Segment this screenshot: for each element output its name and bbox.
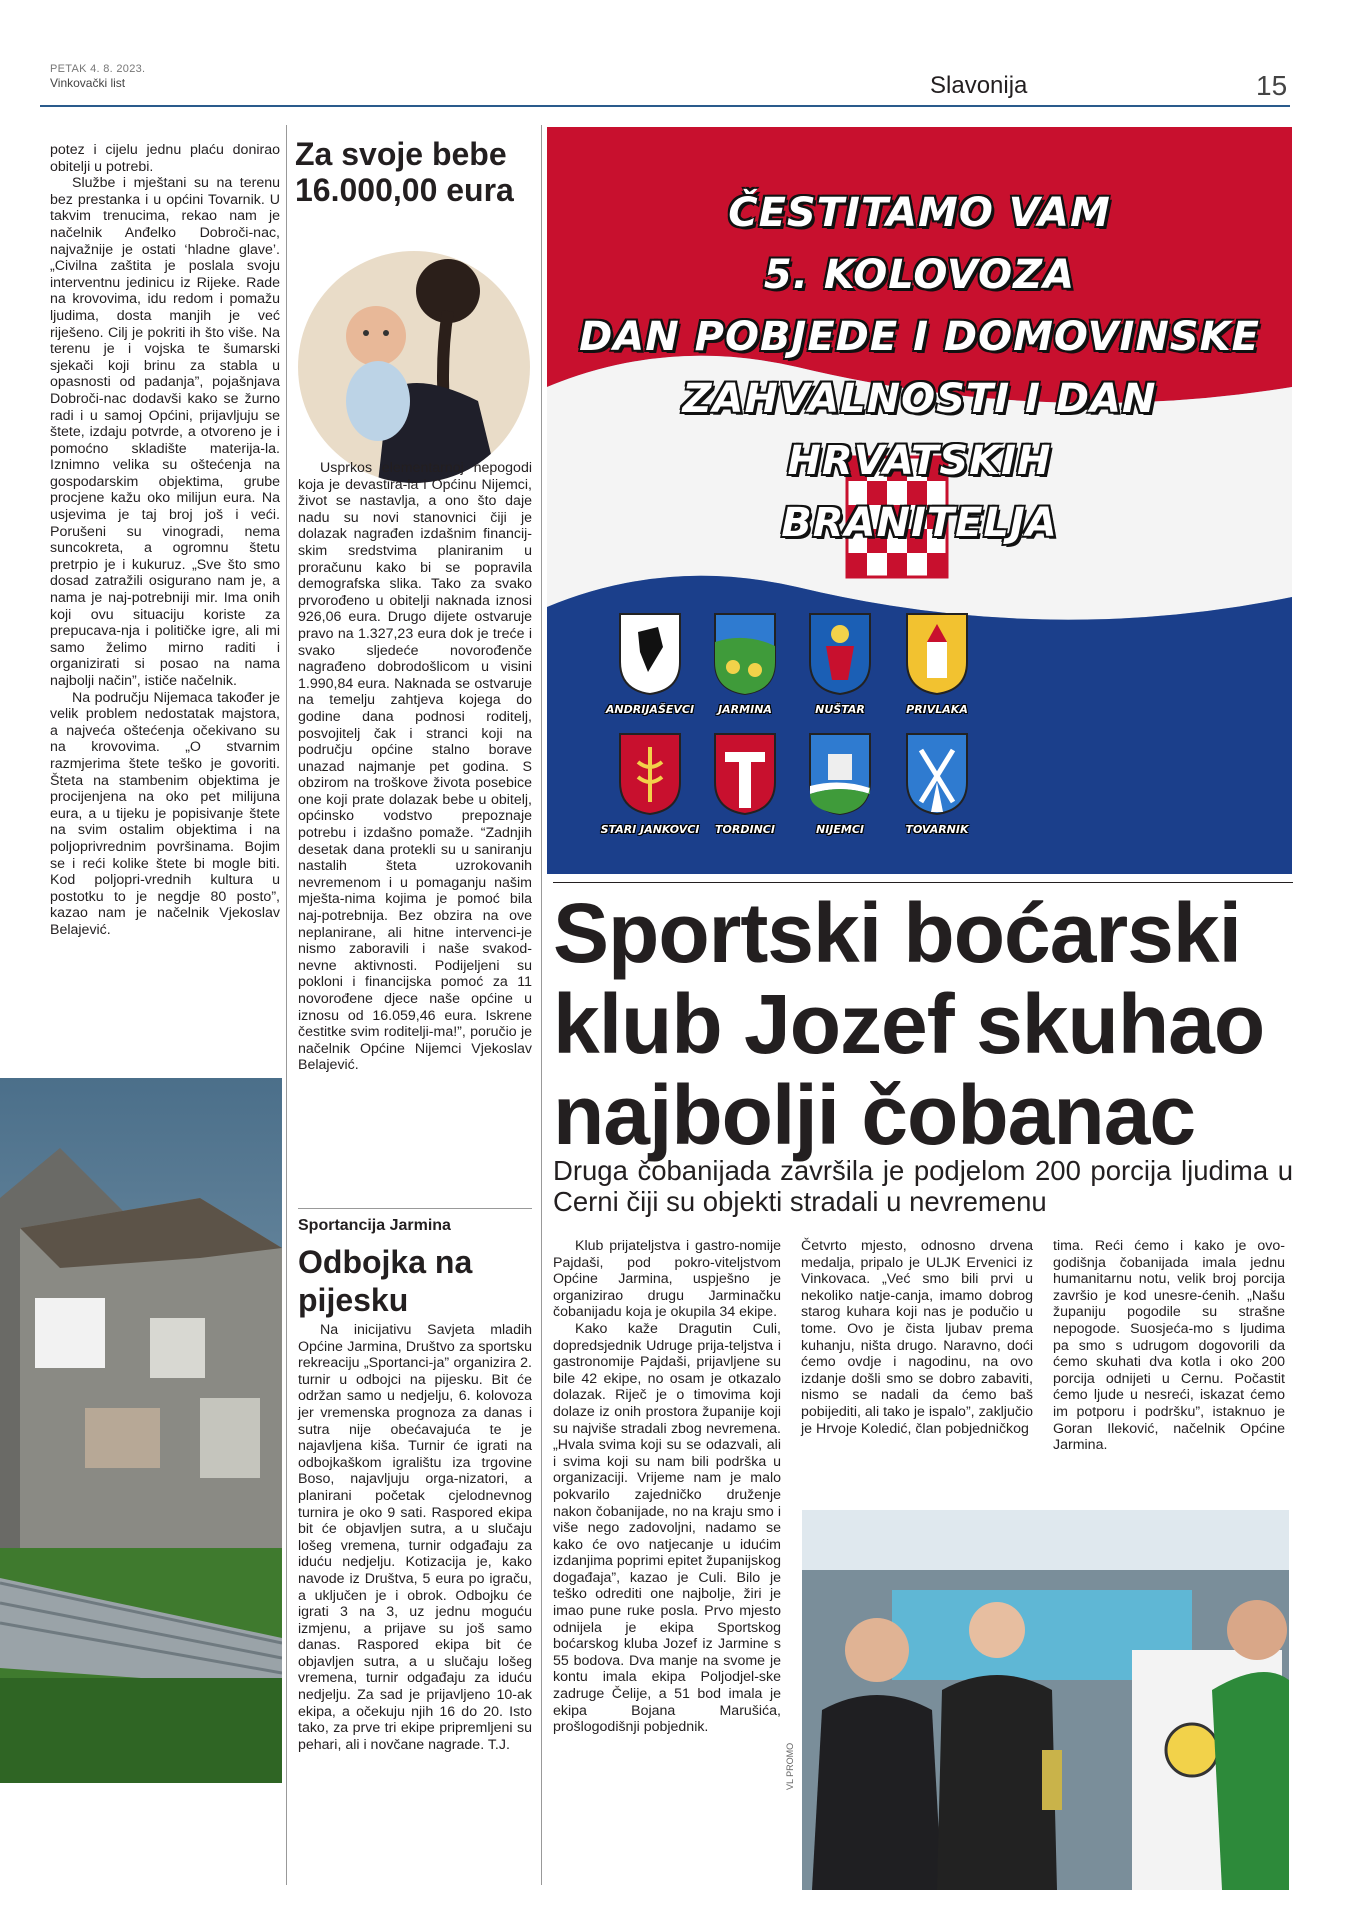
crest-label: ANDRIJAŠEVCI	[605, 703, 695, 716]
paragraph: Usprkos elementarnoj nepogodi koja je devastira-la i Općinu Nijemci, život se nastavlja, a ono što daje nadu su novi stanovnici čiji je dolazak nagrađen izdašnim financij-skim sredstvima planiranim u proračunu kako bi se popravila demografska slika. Tako za svako prvorođeno u obitelji naknada iznosi 926,06 eura. Drugo dijete ostvaruje pravo na 1.327,23 eura dok je treće i svako sljedeće novorođenče nagrađeno dobrodošlicom u visini 1.990,84 eura. Naknada se ostvaruje na temelju zahtjeva kojega do godine dana podnosi roditelj, posvojitelj čak i stranci koji na području općine stalno borave unazad najmanje pet godina. S obzirom na troškove života posebice one koji prate dolazak bebe u obitelj, općinsko vodstvo prepoznaje potrebu i izdašno pomaže. “Zadnjih desetak dana protekli su u saniranju nastalih šteta uzrokovanih nevremenom i u pomaganju našim mješta-nima kojima je pomoć bila naj-potrebnija. Bez obzira na ove neplanirane, ali hitne intervenci-je nismo zaboravili i naše svakod-nevne aktivnosti. Podijeljeni su pokloni i financijska pomoć za 11 novorođene djece naše općine u iznosu od 16.059,46 eura. Iskrene čestitke svim roditelji-ma!”, poručio je načelnik Općine Nijemci Vjekoslav Belajević.	[298, 460, 532, 1074]
issue-date: PETAK 4. 8. 2023.	[50, 63, 146, 75]
crest-andrijasevci	[595, 612, 705, 717]
paragraph: Četvrto mjesto, odnosno drvena medalja, pripalo je ULJK Ervenici iz Vinkovaca. „Već smo bili prvi u nekoliko natje-canja, imamo dobrog starog kuhara koji nas je podučio u tome. Ovo je čista ljubav prema kuhanju, ništa drugo. Naravno, doći ćemo ovdje i nagodinu, na ovo izdanje došli smo se dobro zabaviti, nismo se nadali da ćemo baš pobijediti, ali tako je ispalo”, zaključio je Hrvoje Koledić, član pobjedničkog	[801, 1238, 1033, 1437]
crest-stari-jankovci	[595, 732, 705, 837]
crest-privlaka	[882, 612, 992, 717]
main-headline: Sportski boćarski klub Jozef skuhao najbolji čobanac	[553, 886, 1265, 1162]
col2	[295, 136, 535, 208]
col2-text-volleyball	[298, 1322, 532, 1753]
crest-label: STARI JANKOVCI	[600, 823, 700, 836]
crest-tovarnik	[882, 732, 992, 837]
banner-line: BRANITELJA	[781, 500, 1058, 546]
main-subhead: Druga čobanijada završila je podjelom 200 porcija ljudima u Cerni čiji su objekti stradali u nevremenu	[553, 1155, 1293, 1217]
shield-icon	[808, 732, 872, 816]
banner-line: 5. KOLOVOZA	[763, 252, 1076, 298]
victory-day-banner	[547, 127, 1292, 874]
paragraph: tima. Reći ćemo i kako je ovo-godišnja čobanijada imala jednu humanitarnu notu, velik broj porcija završio je kod unesre-ćenih. „Našu županiju pogodile su strašne nepogode. Suosjeća-mo s ljudima pa smo s udrugom dogovorili da ćemo skuhati dva kotla i oko 200 porcija odnijeti u Cernu. Počastit ćemo ljude u nesreći, iskazat ćemo im potporu i podršku”, istaknuo je Goran Ileković, načelnik Općine Jarmina.	[1053, 1238, 1285, 1454]
header-rule	[40, 105, 1290, 107]
banner-line: ZAHVALNOSTI I DAN HRVATSKIH	[682, 376, 1157, 484]
banner-line: ČESTITAMO VAM	[728, 190, 1111, 236]
storm-damage-photo	[0, 1078, 282, 1783]
crest-nustar	[785, 612, 895, 717]
article-title-volleyball: Odbojka na pijesku	[298, 1244, 473, 1318]
paragraph: Klub prijateljstva i gastro-nomije Pajdaši, pod pokro-viteljstvom Općine Jarmina, uspješno je organizirao drugu Jarminačku čobanijadu koja je okupila 34 ekipe.	[553, 1238, 781, 1321]
article-title-babies: Za svoje bebe 16.000,00 eura	[295, 136, 514, 208]
paragraph: potez i cijelu jednu plaću donirao obitelji u potrebi.	[50, 142, 280, 175]
crest-label: TOVARNIK	[905, 823, 969, 836]
shield-icon	[713, 732, 777, 816]
publication-name: Vinkovački list	[50, 76, 126, 90]
shield-icon	[905, 612, 969, 696]
crest-nijemci	[785, 732, 895, 837]
shield-icon	[618, 732, 682, 816]
column-divider	[541, 125, 542, 1885]
winners-photo	[802, 1510, 1289, 1890]
shield-icon	[905, 732, 969, 816]
shield-icon	[713, 612, 777, 696]
winners-illustration	[802, 1510, 1289, 1890]
crest-jarmina	[690, 612, 800, 717]
section-rule	[298, 1208, 532, 1209]
column-divider	[286, 125, 287, 1885]
col1-text	[50, 142, 280, 939]
crest-tordinci	[690, 732, 800, 837]
masthead	[50, 62, 145, 90]
headline-rule	[553, 882, 1293, 883]
crest-label: TORDINCI	[715, 823, 775, 836]
paragraph: Na području Nijemaca također je velik problem nedostatak majstora, a najveća oštećenja očekivano su na krovovima. „O stvarnim razmjerima štete teško je govoriti. Šteta na stambenim objektima je procijenjena na oko pet milijuna eura, a u tijeku je popisivanje štete na svim ostalim objektima i na poljoprivrednim površinama. Bojim se i reći kolike štete bi mogle biti. Kod poljopri-vrednih kultura u postotku to je negdje 80 posto”, kazao nam je načelnik Vjekoslav Belajević.	[50, 689, 280, 938]
shield-icon	[618, 612, 682, 696]
page-number: 15	[1256, 70, 1288, 101]
rubric-sportancija: Sportancija Jarmina	[298, 1217, 451, 1234]
mother-baby-illustration	[298, 251, 530, 483]
crest-label: PRIVLAKA	[906, 703, 968, 716]
paragraph: Službe i mještani su na terenu bez prestanka i u općini Tovarnik. U takvim trenucima, rekao nam je načelnik Anđelko Dobroči-nac, najvažnije je ostati ‘hladne glave’. „Civilna zaštita je poslala svoju interventnu jedinicu iz Rijeke. Rade na krovovima, idu redom i pomažu ljudima, dosta manjih je već riješeno. Cilj je pokriti ih što više. Na terenu je i vojska te šumarski sjekači koji brinu za stabla u opasnosti od padanja”, pojašnjava Dobroči-nac dodavši kako se žurno radi i u samoj Općini, prijavljuju se štete, izdaju potvrde, a otvoreno je i pomoćno skladište materija-la. Iznimno velika su oštećenja na gospodarskim objektima, grube procjene kažu oko milijun eura. Na usjevima je taj broj još i veći. Porušeni su vinogradi, nema suncokreta, a ogromnu štetu pretrpio je i kukuruz. „Sve što smo dosad zatražili osigurano nam je, a nama je naj-potrebniji mir. Ima onih koji ovu situaciju koriste za prepucava-nja i političke igre, ali mi samo želimo mirno raditi i organizirati si posao na nama najbolji način”, ističe načelnik.	[50, 175, 280, 689]
section-title: Slavonija	[930, 72, 1028, 99]
shield-icon	[808, 612, 872, 696]
storm-damage-illustration	[0, 1078, 282, 1783]
crest-label: NUŠTAR	[815, 703, 865, 716]
banner-line: DAN POBJEDE I DOMOVINSKE	[579, 314, 1260, 360]
article-col-c	[1053, 1238, 1285, 1454]
crest-label: JARMINA	[718, 703, 772, 716]
article-col-b	[801, 1238, 1033, 1437]
crest-label: NIJEMCI	[815, 823, 865, 836]
photo-credit: VL PROMO	[785, 1742, 795, 1790]
paragraph: Na inicijativu Savjeta mladih Općine Jarmina, Društvo za sportsku rekreaciju „Sportanci-ja” organizira 2. turnir u odbojci na pijesku. Bit će održan samo u nedjelju, 6. kolovoza jer vremenska prognoza za danas i sutra nije obećavajuća te je najavljena kiša. Turnir će igrati na odbojkaškom igralištu iza trgovine Boso, najavljuju orga-nizatori, a planirani početak cjelodnevnog turnira je oko 9 sati. Raspored ekipa bit će objavljen sutra, a u slučaju lošeg vremena, turnir odgađaju za iduću nedjelju. Kotizacija je, kako navode iz Društva, 5 eura po igraču, a uključen je i obrok. Odbojku će igrati 3 na 3, uz jednu moguću izmjenu, a prijave su još samo danas. Raspored ekipa bit će objavljen sutra, a u slučaju lošeg vremena, turnir odgađaju za iduću nedjelju. Za sad je prijavljeno 10-ak ekipa, a očekuju njih 16 do 20. Isto tako, za prve tri ekipe pripremljeni su pehari, ali i novčane nagrade. T.J.	[298, 1322, 532, 1753]
mother-baby-photo	[298, 251, 530, 483]
col2-text	[298, 460, 532, 1074]
article-col-a	[553, 1238, 781, 1736]
banner-greeting	[547, 182, 1292, 554]
paragraph: Kako kaže Dragutin Culi, dopredsjednik Udruge prija-teljstva i gastronomije Pajdaši, prijavljene su bile 42 ekipe, no osam je otkazalo dolazak. Riječ je o timovima koji dolaze iz onih prostora županije koji su najviše stradali zbog nevremena. „Hvala svima koji su se odazvali, ali i svima koji su nam bili podrška u organizaciji. Vrijeme nam je malo pokvarilo zajedničko druženje nakon čobanijade, no na kraju smo i više nego zadovoljni, nadamo se kako će ovo natjecanje u idućim izdanjima poprimi epitet županijskog događaja”, kazao je Culi. Bilo je teško odrediti one najbolje, žiri je imao pune ruke posla. Prvo mjesto odnijela je ekipa Sportskog boćarskog kluba Jozef iz Jarmine s 55 bodova. Dva manje na svome je kontu imala ekipa Poljodjel-ske zadruge Čelije, a 51 bod imala je ekipa Bojana Marušića, prošlogodišnji pobjednik.	[553, 1320, 781, 1736]
